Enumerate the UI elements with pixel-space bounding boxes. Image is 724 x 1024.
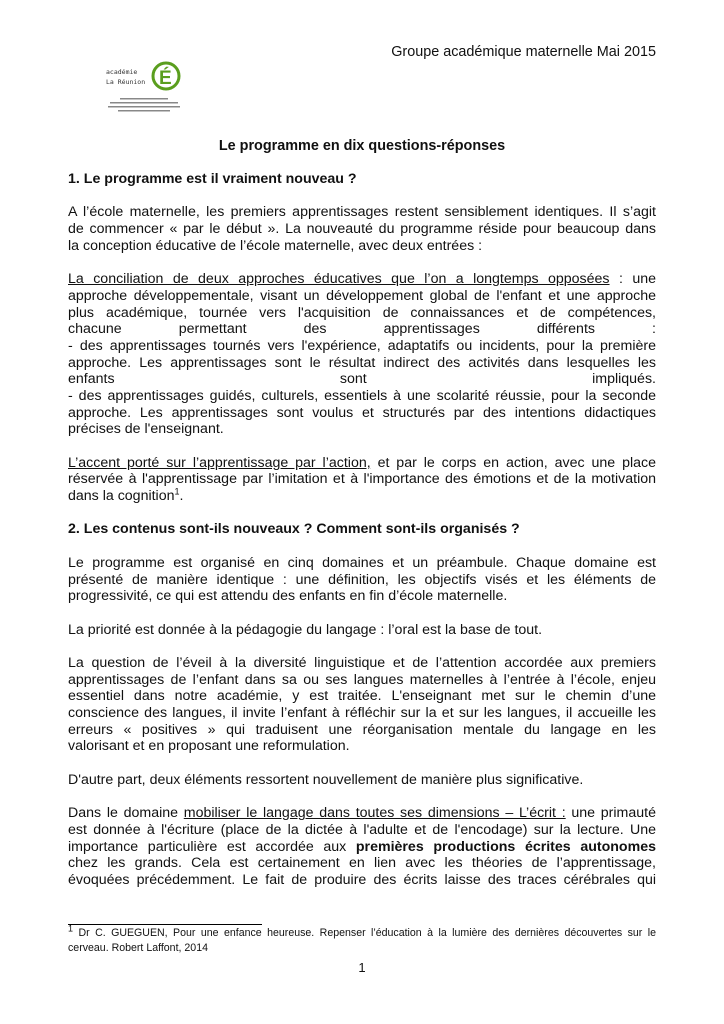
text-line [68,772,656,789]
footnote-text: Dr C. GUEGUEN, Pour une enfance heureuse. Repenser l’éducation à la lumière des dernières découvertes sur le cerveau. Robert Laffont, 2014 [68,927,656,954]
text-run: essentiel dans notre académie, y est traitée. L'enseignant met sur le chemin d’une [68,688,656,705]
bold-text: premières productions écrites autonomes [355,838,656,855]
text-line [68,688,656,705]
text-line [68,672,656,689]
svg-text:É: É [159,68,172,89]
text-run: apprentissages de l’enfant dans sa ou ses langues maternelles à l’entrée à l’école, enjeu [68,671,656,688]
text-line [68,488,656,505]
text-run: est donnée à l'écriture (place de la dictée à l'adulte et de l'encodage) sur la lecture. Une [68,821,656,838]
paragraph [68,655,656,755]
paragraph [68,772,656,789]
text-line [68,405,656,422]
text-line [68,588,656,605]
text-run: présenté de manière identique : une définition, les objectifs visés et les éléments de [68,571,656,588]
footnote-reference: 1 [174,486,180,497]
text-run: - des apprentissages guidés, culturels, essentiels à une scolarité réussie, pour la seconde [68,387,656,404]
text-run: chacune permettant des apprentissages différents : [68,321,656,338]
text-line [68,839,656,856]
text-line [68,622,656,639]
text-line [68,204,656,221]
text-line [68,321,656,338]
text-line [68,572,656,589]
text-run: la conception éducative de l’école maternelle, avec deux entrées : [68,237,483,254]
text-run: importance particulière est accordée aux [68,838,356,855]
text-run: Dans le domaine [68,805,184,822]
page-number: 1 [358,960,366,975]
text-line [68,822,656,839]
svg-text:La Réunion: La Réunion [106,78,146,86]
text-run: Le programme est organisé en cinq domaines et un préambule. Chaque domaine est [68,554,656,571]
footnote-divider [68,924,262,925]
text-line [68,722,656,739]
academie-logo [104,58,184,128]
text-line [68,288,656,305]
paragraph [68,622,656,639]
text-run: 2. Les contenus sont-ils nouveaux ? Comment sont-ils organisés ? [68,521,520,538]
footnote-mark: 1 [68,923,74,934]
text-run: dans la cognition [68,488,175,505]
page-header: Groupe académique maternelle Mai 2015 [391,44,656,60]
text-line [68,305,656,322]
paragraph [68,455,656,505]
text-run: valorisant et en proposant une reformulation. [68,738,350,755]
text-line [68,271,656,288]
text-line [68,738,656,755]
paragraph [68,555,656,605]
text-run: chez les grands. Cela est certainement en lien avec les théories de l’apprentissage, [68,855,656,872]
section-heading [68,521,656,538]
text-line [68,371,656,388]
text-run: plus académique, tournée vers l'acquisition de connaissances et de compétences, [68,304,656,321]
text-line [68,221,656,238]
text-run: 1. Le programme est il vraiment nouveau ? [68,171,357,187]
text-run: : une [609,271,656,288]
text-line [68,355,656,372]
text-line [68,555,656,572]
text-run: évoquées précédemment. Le fait de produire des écrits laisse des traces cérébrales qui [68,871,656,888]
svg-text:académie: académie [106,68,138,76]
underlined-text: mobiliser le langage dans toutes ses dimensions – L’écrit : [183,805,566,822]
paragraph [68,805,656,888]
text-run: de commencer « par le début ». La nouveauté du programme réside pour beaucoup dans [68,221,656,238]
text-run: - des apprentissages tournés vers l'expérience, adaptatifs ou incidents, pour la première [68,337,656,354]
underlined-text: L’accent porté sur l’apprentissage par l’action, [68,454,371,471]
text-run: D'autre part, deux éléments ressortent nouvellement de manière plus significative. [68,771,584,788]
text-run: réservée à l'apprentissage par l’imitation et à l'importance des émotions et de la motivation [68,471,656,488]
document-body [68,171,656,905]
text-line [68,705,656,722]
text-run: conscience des langues, il invite l’enfant à réfléchir sur la et sur les langues, il accueille les [68,705,656,721]
section-heading [68,171,656,188]
text-line [68,471,656,488]
underlined-text: La conciliation de deux approches éducatives que l’on a longtemps opposées [68,271,610,288]
text-line [68,872,656,889]
text-run: approche. Les apprentissages sont le résultat indirect des activités dans lesquelles les [68,354,656,371]
text-run: enfants sont impliqués. [68,371,656,388]
text-run: A l’école maternelle, les premiers apprentissages restent sensiblement identiques. Il s’agit [68,204,656,221]
text-run: précises de l'enseignant. [68,421,224,438]
text-line [68,455,656,472]
text-run: approche développementale, visant un développement global de l'enfant et une approche [68,287,656,304]
text-line [68,171,656,188]
paragraph [68,204,656,254]
text-run: une primauté [565,805,656,822]
text-run: . [179,488,184,505]
document-title: Le programme en dix questions-réponses [218,138,506,154]
text-line [68,855,656,872]
paragraph [68,271,656,438]
text-line [68,238,656,255]
text-run: La question de l’éveil à la diversité linguistique et de l’attention accordée aux premiers [68,654,656,671]
text-line [68,521,656,538]
text-line [68,388,656,405]
text-line [68,421,656,438]
text-line [68,805,656,822]
footnote [68,923,656,956]
text-run: La priorité est donnée à la pédagogie du langage : l’oral est la base de tout. [68,621,543,638]
text-run: progressivité, ce qui est attendu des enfants en fin d’école maternelle. [68,588,508,605]
text-run: erreurs « positives » qui traduisent une réorganisation mentale du langage en les [68,721,656,738]
text-line [68,338,656,355]
text-run: approche. Les apprentissages sont voulus et structurés par des intentions didactiques [68,404,656,421]
text-run: et par le corps en action, avec une place [370,454,656,471]
text-line [68,655,656,672]
